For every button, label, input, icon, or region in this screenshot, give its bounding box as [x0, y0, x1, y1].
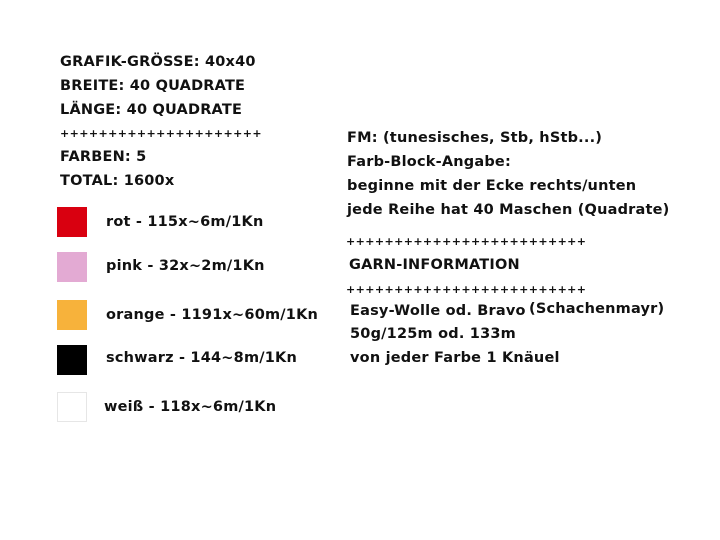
color-label-black: schwarz - 144~8m/1Kn: [106, 350, 297, 366]
row-stitches-text: jede Reihe hat 40 Maschen (Quadrate): [347, 202, 670, 218]
length-text: LÄNGE: 40 QUADRATE: [60, 102, 243, 118]
start-corner-text: beginne mit der Ecke rechts/unten: [347, 178, 637, 194]
separator-line: +++++++++++++++++++++: [60, 127, 262, 140]
color-label-pink: pink - 32x~2m/1Kn: [106, 258, 265, 274]
color-swatch-orange: [57, 300, 87, 330]
yarn-weight-text: 50g/125m od. 133m: [350, 326, 516, 342]
color-count-text: FARBEN: 5: [60, 149, 147, 165]
yarn-amount-text: von jeder Farbe 1 Knäuel: [350, 350, 560, 366]
yarn-brand-text: Easy-Wolle od. Bravo: [350, 303, 526, 319]
separator-line-bottom: +++++++++++++++++++++++++: [346, 283, 587, 296]
width-text: BREITE: 40 QUADRATE: [60, 78, 246, 94]
grid-size-text: GRAFIK-GRÖSSE: 40x40: [60, 54, 256, 70]
color-label-red: rot - 115x~6m/1Kn: [106, 214, 264, 230]
separator-line-top: +++++++++++++++++++++++++: [346, 235, 587, 248]
color-swatch-pink: [57, 252, 87, 282]
yarn-info-heading: GARN-INFORMATION: [349, 257, 520, 273]
yarn-maker-text: (Schachenmayr): [529, 301, 665, 317]
color-swatch-red: [57, 207, 87, 237]
color-swatch-black: [57, 345, 87, 375]
color-block-heading: Farb-Block-Angabe:: [347, 154, 511, 170]
color-label-white: weiß - 118x~6m/1Kn: [104, 399, 277, 415]
total-text: TOTAL: 1600x: [60, 173, 175, 189]
stitch-type-text: FM: (tunesisches, Stb, hStb...): [347, 130, 603, 146]
color-swatch-white: [57, 392, 87, 422]
color-label-orange: orange - 1191x~60m/1Kn: [106, 307, 319, 323]
